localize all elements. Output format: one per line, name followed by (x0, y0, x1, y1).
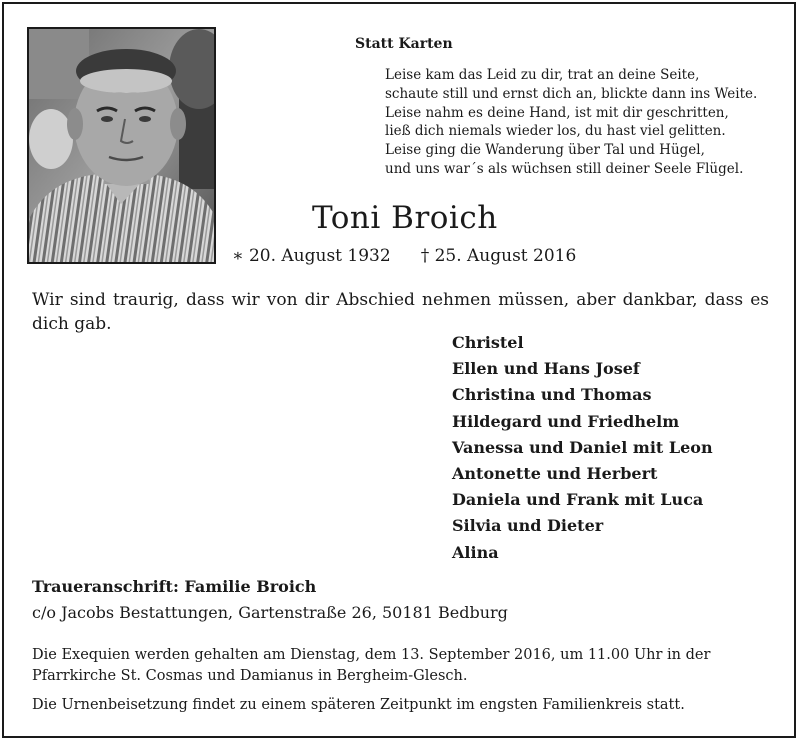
intro-text: Wir sind traurig, dass wir von dir Abschied nehmen müssen, aber dankbar, dass es dich gab. (32, 290, 769, 334)
poem (385, 66, 757, 179)
portrait-photo (27, 27, 216, 264)
poem-line: und uns war´s als wüchsen still deiner Seele Flügel. (385, 160, 744, 177)
family-member: Christina und Thomas (452, 385, 652, 405)
family-member: Vanessa und Daniel mit Leon (452, 437, 713, 457)
family-list (452, 330, 713, 566)
urn-text: Die Urnenbeisetzung findet zu einem späteren Zeitpunkt im engsten Familienkreis statt. (32, 697, 685, 713)
statt-karten-heading: Statt Karten (355, 36, 453, 52)
poem-line: Leise ging die Wanderung über Tal und Hügel, (385, 142, 705, 159)
family-member: Ellen und Hans Josef (452, 359, 640, 379)
life-dates (232, 246, 576, 266)
family-member: Daniela und Frank mit Luca (452, 490, 704, 510)
family-member: Silvia und Dieter (452, 516, 604, 536)
address-line: c/o Jacobs Bestattungen, Gartenstraße 26, 50181 Bedburg (32, 603, 508, 622)
death-date: † 25. August 2016 (420, 246, 577, 266)
exequien-text: Die Exequien werden gehalten am Dienstag, dem 13. September 2016, um 11.00 Uhr in der Pfarrkirche St. Cosmas und Damianus in Bergheim-Glesch. (32, 647, 711, 684)
family-member: Hildegard und Friedhelm (452, 411, 680, 431)
poem-line: Leise nahm es deine Hand, ist mit dir geschritten, (385, 104, 729, 121)
address-title: Traueranschrift: Familie Broich (32, 577, 317, 596)
birth-date: ∗ 20. August 1932 (232, 246, 391, 266)
deceased-name: Toni Broich (312, 200, 498, 236)
poem-line: Leise kam das Leid zu dir, trat an deine Seite, (385, 67, 700, 83)
family-member: Antonette und Herbert (452, 464, 658, 484)
poem-line: ließ dich niemals wieder los, du hast viel gelitten. (385, 123, 726, 140)
family-member: Alina (452, 542, 499, 562)
family-member: Christel (452, 333, 524, 352)
poem-line: schaute still und ernst dich an, blickte dann ins Weite. (385, 85, 758, 102)
